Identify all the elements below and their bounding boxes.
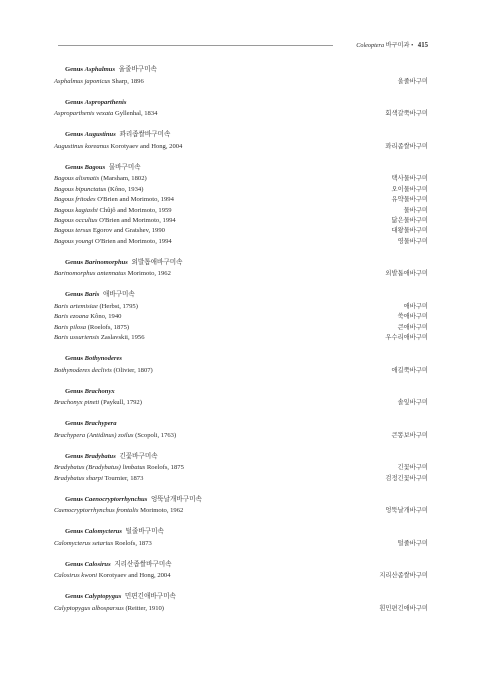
genus-name: Asphalmus xyxy=(84,66,116,73)
species-author: (Herbst, 1795) xyxy=(99,302,138,310)
species-row xyxy=(54,323,428,333)
species-korean-name: 물바구미 xyxy=(403,206,428,214)
species-scientific-name xyxy=(54,77,144,87)
genus-korean-name: 민편긴애바구미속 xyxy=(124,593,176,601)
genus-name: Augustinus xyxy=(84,131,116,139)
species-author: O'Brien and Morimoto, 1994 xyxy=(97,196,174,204)
species-row xyxy=(54,142,428,152)
species-row xyxy=(54,77,428,87)
species-korean-name: 외발톱애바구미 xyxy=(385,270,428,278)
species-scientific-name xyxy=(54,506,183,516)
genus-name: Calosirus xyxy=(84,560,111,568)
species-scientific-name xyxy=(54,604,164,614)
species-scientific-name xyxy=(54,185,143,195)
species-name: Bagous kagiashi xyxy=(54,206,98,214)
species-row xyxy=(54,302,428,312)
genus-korean-name: 긴꽃바구미속 xyxy=(119,452,158,460)
species-korean-name: 검정긴꽃바구미 xyxy=(385,474,428,482)
species-scientific-name xyxy=(54,539,152,549)
species-korean-name: 털줄바구미 xyxy=(397,539,428,547)
species-author: O'Brien and Morimoto, 1994 xyxy=(95,237,172,245)
species-name: Asphalmus japonicus xyxy=(54,77,111,85)
species-korean-name: 대왕물바구미 xyxy=(391,227,428,235)
species-row xyxy=(54,539,428,549)
species-name: Bagous fritodes xyxy=(54,196,96,204)
species-row xyxy=(54,312,428,322)
genus-heading xyxy=(54,591,428,604)
species-list xyxy=(54,64,428,624)
species-author: (Reitter, 1910) xyxy=(125,605,165,613)
species-name: Bothynoderes declivis xyxy=(54,366,112,374)
genus-block xyxy=(54,257,428,280)
genus-name: Brachypera xyxy=(84,420,117,428)
species-name: Bagous bipunctatus xyxy=(54,185,107,193)
genus-label: Genus xyxy=(65,291,83,299)
species-author: Korotyaev and Hong, 2004 xyxy=(110,142,183,150)
genus-label: Genus xyxy=(65,528,83,536)
species-scientific-name xyxy=(54,195,174,205)
species-name: Baris pilosa xyxy=(54,323,87,331)
species-author: (Roelofs, 1875) xyxy=(87,323,130,331)
genus-label: Genus xyxy=(65,163,83,171)
genus-name: Bagous xyxy=(84,163,106,171)
species-name: Bradybatus sharpi xyxy=(54,474,103,482)
species-korean-name: 큰애바구미 xyxy=(397,323,428,331)
species-name: Baris ussuriensis xyxy=(54,334,100,341)
species-row xyxy=(54,185,428,195)
genus-korean-name: 물바구미속 xyxy=(108,163,141,171)
genus-name: Bradybatus xyxy=(84,452,116,460)
genus-label: Genus xyxy=(65,131,83,139)
species-row xyxy=(54,269,428,279)
species-korean-name: 영물바구미 xyxy=(397,237,428,245)
species-name: Calyptopygus albosparsus xyxy=(54,605,124,613)
species-row xyxy=(54,431,428,441)
species-row xyxy=(54,195,428,205)
genus-heading xyxy=(54,97,428,110)
species-name: Bradybatus (Bradybatus) limbatus xyxy=(54,464,146,472)
species-korean-name: 애길쭉바구미 xyxy=(391,366,428,374)
genus-heading xyxy=(54,353,428,366)
species-name: Bagous occultus xyxy=(54,216,98,224)
species-name: Baris artemisiae xyxy=(54,302,98,310)
genus-label: Genus xyxy=(65,593,83,601)
genus-label: Genus xyxy=(65,66,83,73)
species-korean-name: 꽈리좁쌀바구미 xyxy=(385,142,428,150)
species-name: Augustinus koreanus xyxy=(54,142,109,150)
species-row xyxy=(54,398,428,408)
genus-korean-name: 꽈리좁쌀바구미속 xyxy=(119,131,171,139)
genus-heading xyxy=(54,559,428,572)
genus-label: Genus xyxy=(65,354,83,362)
species-scientific-name xyxy=(54,463,184,473)
species-scientific-name xyxy=(54,174,147,184)
genus-block xyxy=(54,526,428,549)
species-scientific-name xyxy=(54,571,171,581)
species-korean-name: 엉뚝날개바구미 xyxy=(385,507,428,515)
species-korean-name: 울줄바구미 xyxy=(397,77,428,85)
species-row xyxy=(54,571,428,581)
species-korean-name: 택사물바구미 xyxy=(391,175,428,183)
species-row xyxy=(54,174,428,184)
species-author: Tournier, 1873 xyxy=(104,474,144,482)
species-row xyxy=(54,604,428,614)
genus-korean-name: 울줄바구미속 xyxy=(118,66,157,73)
species-korean-name: 우수리애바구미 xyxy=(385,334,428,341)
genus-label: Genus xyxy=(65,560,83,568)
species-name: Bagous alismatis xyxy=(54,175,100,183)
genus-name: Calomycterus xyxy=(84,528,122,536)
genus-name: Baris xyxy=(84,291,100,299)
species-korean-name: 큰똥보바구미 xyxy=(391,431,428,439)
species-author: Zaslavskii, 1956 xyxy=(100,334,145,341)
genus-block xyxy=(54,97,428,120)
genus-heading xyxy=(54,418,428,431)
genus-korean-name: 엉뚝날개바구미속 xyxy=(150,495,202,503)
genus-heading xyxy=(54,129,428,142)
species-author: Roelofs, 1873 xyxy=(114,539,152,547)
species-row xyxy=(54,216,428,226)
species-korean-name: 흰민편긴애바구미 xyxy=(379,605,428,613)
species-author: (Marsham, 1802) xyxy=(100,175,147,183)
species-name: Calosirus kwoni xyxy=(54,572,98,580)
species-row xyxy=(54,109,428,119)
genus-label: Genus xyxy=(65,258,83,266)
genus-heading xyxy=(54,386,428,399)
species-author: Roelofs, 1875 xyxy=(146,464,184,472)
species-korean-name: 오이물바구미 xyxy=(391,185,428,193)
genus-heading xyxy=(54,162,428,175)
species-row xyxy=(54,463,428,473)
genus-block xyxy=(54,289,428,343)
genus-label: Genus xyxy=(65,495,83,503)
species-scientific-name xyxy=(54,216,176,226)
genus-name: Caenocryptorrhynchus xyxy=(84,495,148,503)
species-author: Chûjô and Morimoto, 1959 xyxy=(99,206,172,214)
genus-name: Brachonyx xyxy=(84,387,115,395)
genus-heading xyxy=(54,494,428,507)
species-author: O'Brien and Morimoto, 1994 xyxy=(99,216,176,224)
genus-block xyxy=(54,386,428,409)
genus-block xyxy=(54,418,428,441)
species-scientific-name xyxy=(54,109,157,119)
species-scientific-name xyxy=(54,474,143,484)
species-author: Korotyaev and Hong, 2004 xyxy=(98,572,171,580)
species-row xyxy=(54,506,428,516)
genus-heading xyxy=(54,289,428,302)
species-scientific-name xyxy=(54,366,153,376)
genus-label: Genus xyxy=(65,420,83,428)
species-row xyxy=(54,366,428,376)
genus-block xyxy=(54,64,428,87)
species-korean-name: 긴꽃바구미 xyxy=(397,464,428,472)
species-author: Morimoto, 1962 xyxy=(127,270,171,278)
genus-heading xyxy=(54,526,428,539)
species-korean-name: 지리산좁쌀바구미 xyxy=(379,572,428,580)
genus-korean-name: 외발톱애바구미속 xyxy=(131,258,183,266)
species-author: Sharp, 1896 xyxy=(111,77,144,85)
species-name: Bagous tersus xyxy=(54,227,92,235)
species-scientific-name xyxy=(54,333,145,343)
species-name: Brachypera (Antidinus) zoilus xyxy=(54,431,134,439)
species-scientific-name xyxy=(54,237,172,247)
header-rule xyxy=(58,45,333,46)
species-author: (Paykull, 1792) xyxy=(100,399,142,407)
species-scientific-name xyxy=(54,302,138,312)
species-scientific-name xyxy=(54,312,121,322)
species-author: Egorov and Gratshev, 1990 xyxy=(92,227,165,235)
species-scientific-name xyxy=(54,323,129,333)
species-row xyxy=(54,237,428,247)
species-korean-name: 닮은물바구미 xyxy=(391,216,428,224)
genus-name: Barinomorphus xyxy=(84,258,128,266)
species-row xyxy=(54,206,428,216)
species-korean-name: 솔잎바구미 xyxy=(397,399,428,407)
species-row xyxy=(54,226,428,236)
running-header xyxy=(0,41,480,51)
species-author: (Kôno, 1934) xyxy=(107,185,144,193)
genus-block xyxy=(54,129,428,152)
genus-heading xyxy=(54,64,428,77)
species-name: Asproparthenis vexata xyxy=(54,110,114,118)
species-name: Bagous youngi xyxy=(54,237,94,245)
header-series: Coleoptera xyxy=(356,42,385,49)
species-row xyxy=(54,474,428,484)
genus-heading xyxy=(54,451,428,464)
genus-name: Asproparthenis xyxy=(84,98,127,106)
genus-block xyxy=(54,162,428,247)
genus-heading xyxy=(54,257,428,270)
genus-block xyxy=(54,591,428,614)
species-author: (Scopoli, 1763) xyxy=(135,431,177,439)
header-section: 바구미과 xyxy=(385,42,410,49)
genus-block xyxy=(54,353,428,376)
header-text xyxy=(356,41,428,50)
species-author: Gyllenhal, 1834 xyxy=(114,110,158,118)
genus-label: Genus xyxy=(65,452,83,460)
genus-label: Genus xyxy=(65,98,83,106)
genus-korean-name: 털줄바구미속 xyxy=(125,528,164,536)
species-row xyxy=(54,333,428,343)
header-bullet: • xyxy=(411,42,414,49)
species-scientific-name xyxy=(54,269,171,279)
genus-label: Genus xyxy=(65,387,83,395)
species-scientific-name xyxy=(54,398,142,408)
species-scientific-name xyxy=(54,206,172,216)
species-korean-name: 회색갈쭉바구미 xyxy=(385,110,428,118)
genus-block xyxy=(54,559,428,582)
species-scientific-name xyxy=(54,142,182,152)
species-name: Barinomorphus antennatus xyxy=(54,270,126,278)
species-name: Caenocryptorrhynchus frontalis xyxy=(54,507,139,515)
genus-korean-name: 애바구미속 xyxy=(102,291,135,299)
genus-block xyxy=(54,494,428,517)
species-author: Kôno, 1940 xyxy=(90,313,122,321)
species-korean-name: 애바구미 xyxy=(403,302,428,310)
genus-name: Bothynoderes xyxy=(84,354,122,362)
genus-korean-name: 지리산좁쌀바구미속 xyxy=(114,560,172,568)
genus-name: Calyptopygus xyxy=(84,593,122,601)
species-scientific-name xyxy=(54,226,165,236)
genus-block xyxy=(54,451,428,484)
species-name: Baris ezoana xyxy=(54,313,89,321)
species-korean-name: 쑥애바구미 xyxy=(397,313,428,321)
page-number: 415 xyxy=(417,42,428,49)
species-name: Calomycterus setarius xyxy=(54,539,114,547)
species-scientific-name xyxy=(54,431,176,441)
species-name: Brachonyx pineti xyxy=(54,399,100,407)
species-author: Morimoto, 1962 xyxy=(140,507,184,515)
species-author: (Olivier, 1807) xyxy=(113,366,153,374)
species-korean-name: 유약물바구미 xyxy=(391,196,428,204)
